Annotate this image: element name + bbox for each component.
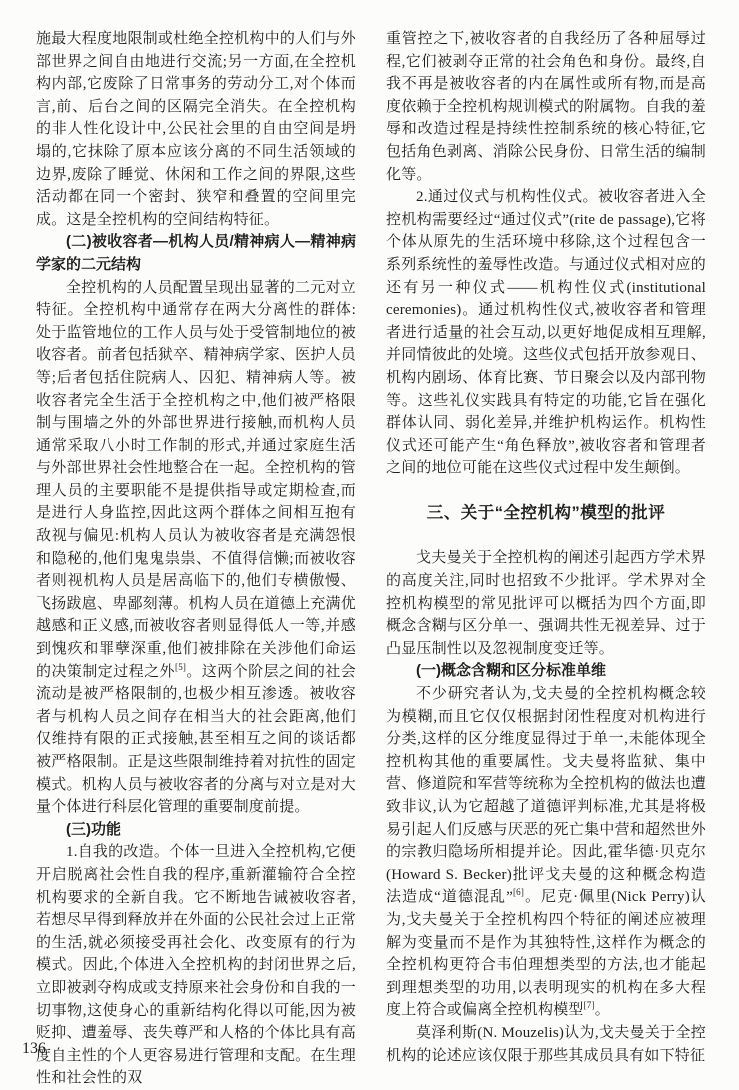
sub-heading-section-2-dual-structure: (二)被收容者—机构人员/精神病人—精神病学家的二元结构: [36, 233, 356, 273]
paragraph-concept-criticism: 不少研究者认为,戈夫曼的全控机构概念较为模糊,而且它仅仅根据封闭性程度对机构进行分类,这样的区分维度显得过于单一,未能体现全控机构其他的重要属性。戈夫曼将监狱、集中营、修道院和军营等统称为全控机构的做法也遭致非议,认为它超越了道德评判标准,尤其是将极易引起人们反感与厌恶的死亡集中营和超然世外的宗教归隐场所相提并论。因此,霍华德·贝克尔(Howard S. Becker)批评戈夫曼的这种概念构造法造成“道德混乱”[6]。尼克·佩里(Nick Perry)认为,戈夫曼关于全控机构四个特征的阐述应被理解为变量而不是作为其独特性,这样作为概念的全控机构更符合韦伯理想类型的方法,也才能起到理想类型的功用,以表明现实的机构在多大程度上符合或偏离全控机构模型[7]。: [386, 686, 706, 1019]
page-number: 136: [22, 1040, 46, 1057]
sub-heading-section-3-functions: (三)功能: [66, 820, 121, 838]
left-column: [36, 28, 356, 1090]
two-column-layout: [36, 28, 706, 1090]
paragraph-self-transformation-continued: 重管控之下,被收容者的自我经历了各种屈辱过程,它们被剥夺正常的社会角色和身份。最终,自我不再是被收容者的内在属性或所有物,而是高度依赖于全控机构规训模式的附属物。自我的羞辱和改造过程是持续性控制系统的核心特征,它包括角色剥离、消除公民身份、日常生活的编制化等。: [386, 31, 706, 183]
section-heading-criticism-of-total-institution-model: 三、关于“全控机构”模型的批评: [426, 503, 666, 522]
paragraph-mouzelis: 莫泽利斯(N. Mouzelis)认为,戈夫曼关于全控机构的论述应该仅限于那些其成员具有如下特征: [386, 1024, 706, 1064]
paragraph-criticism-overview: 戈夫曼关于全控机构的阐述引起西方学术界的高度关注,同时也招致不少批评。学术界对全控机构模型的常见批评可以概括为四个方面,即概念含糊与区分单一、强调共性无视差异、过于凸显压制性以及忽视制度变迁等。: [386, 550, 706, 657]
right-column: [386, 28, 706, 1090]
sub-heading-concept-vagueness: (一)概念含糊和区分标准单维: [416, 662, 606, 680]
paragraph-rites-and-ceremonies: 2.通过仪式与机构性仪式。被收容者进入全控机构需要经过“通过仪式”(rite de passage),它将个体从原先的生活环境中移除,这个过程包含一系列系统性的羞辱性改造。与通过仪式相对应的还有另一种仪式——机构性仪式(institutional ceremonies)。通过机构性仪式,被收容者和管理者进行适量的社会互动,以更好地促成相互理解,并同情彼此的处境。这些仪式包括开放参观日、机构内剧场、体育比赛、节日聚会以及内部刊物等。这些礼仪实践具有特定的功能,它旨在强化群体认同、弱化差异,并维护机构运作。机构性仪式还可能产生“角色释放”,被收容者和管理者之间的地位可能在这些仪式过程中发生颠倒。: [386, 189, 706, 477]
paragraph-self-transformation: 1.自我的改造。个体一旦进入全控机构,它便开启脱离社会性自我的程序,重新灌输符合全控机构要求的全新自我。它不断地告诫被收容者,若想尽早得到释放并在外面的公民社会过上正常的生活,就必须接受再社会化、改变原有的行为模式。因此,个体进入全控机构的封闭世界之后,立即被剥夺构成或支持原来社会身份和自我的一切事物,这使身心的重新结构化得以可能,因为被贬抑、遭羞辱、丧失尊严和人格的个体比具有高度自主性的个人更容易进行管理和支配。在生理性和社会性的双: [36, 844, 356, 1087]
paragraph-spatial-structure: 施最大程度地限制或杜绝全控机构中的人们与外部世界之间自由地进行交流;另一方面,在全控机构内部,它废除了日常事务的劳动分工,对个体而言,前、后台之间的区隔完全消失。在全控机构的非人性化设计中,公民社会里的自由空间是坍塌的,它抹除了原本应该分离的不同生活领域的边界,废除了睡觉、休闲和工作之间的界限,这些活动都在同一个密封、狭窄和叠置的空间里完成。这是全控机构的空间结构特征。: [36, 31, 356, 228]
paragraph-dual-opposition: 全控机构的人员配置呈现出显著的二元对立特征。全控机构中通常存在两大分离性的群体:处于监管地位的工作人员与处于受管制地位的被收容者。前者包括狱卒、精神病学家、医护人员等;后者包括住院病人、囚犯、精神病人等。被收容者完全生活于全控机构之中,他们被严格限制与围墙之外的外部世界进行接触,而机构人员通常采取八小时工作制的形式,并通过家庭生活与外部世界社会性地整合在一起。全控机构的管理人员的主要职能不是提供指导或定期检查,而是进行人身监控,因此这两个群体之间相互抱有敌视与偏见:机构人员认为被收容者是充满怨恨和隐秘的,他们鬼鬼祟祟、不值得信懒;而被收容者则视机构人员是居高临下的,他们专横傲慢、飞扬跋扈、卑鄙刻薄。机构人员在道德上充满优越感和正义感,而被收容者则显得低人一等,并感到愧疚和罪孽深重,他们被排除在关涉他们命运的决策制定过程之外[5]。这两个阶层之间的社会流动是被严格限制的,也极少相互渗透。被收容者与机构人员之间存在相当大的社会距离,他们仅维持有限的正式接触,甚至相互之间的谈话都被严格限制。正是这些限制维持着对抗性的固定模式。机构人员与被收容者的分离与对立是对大量个体进行科层化管理的重要制度前提。: [36, 279, 356, 816]
